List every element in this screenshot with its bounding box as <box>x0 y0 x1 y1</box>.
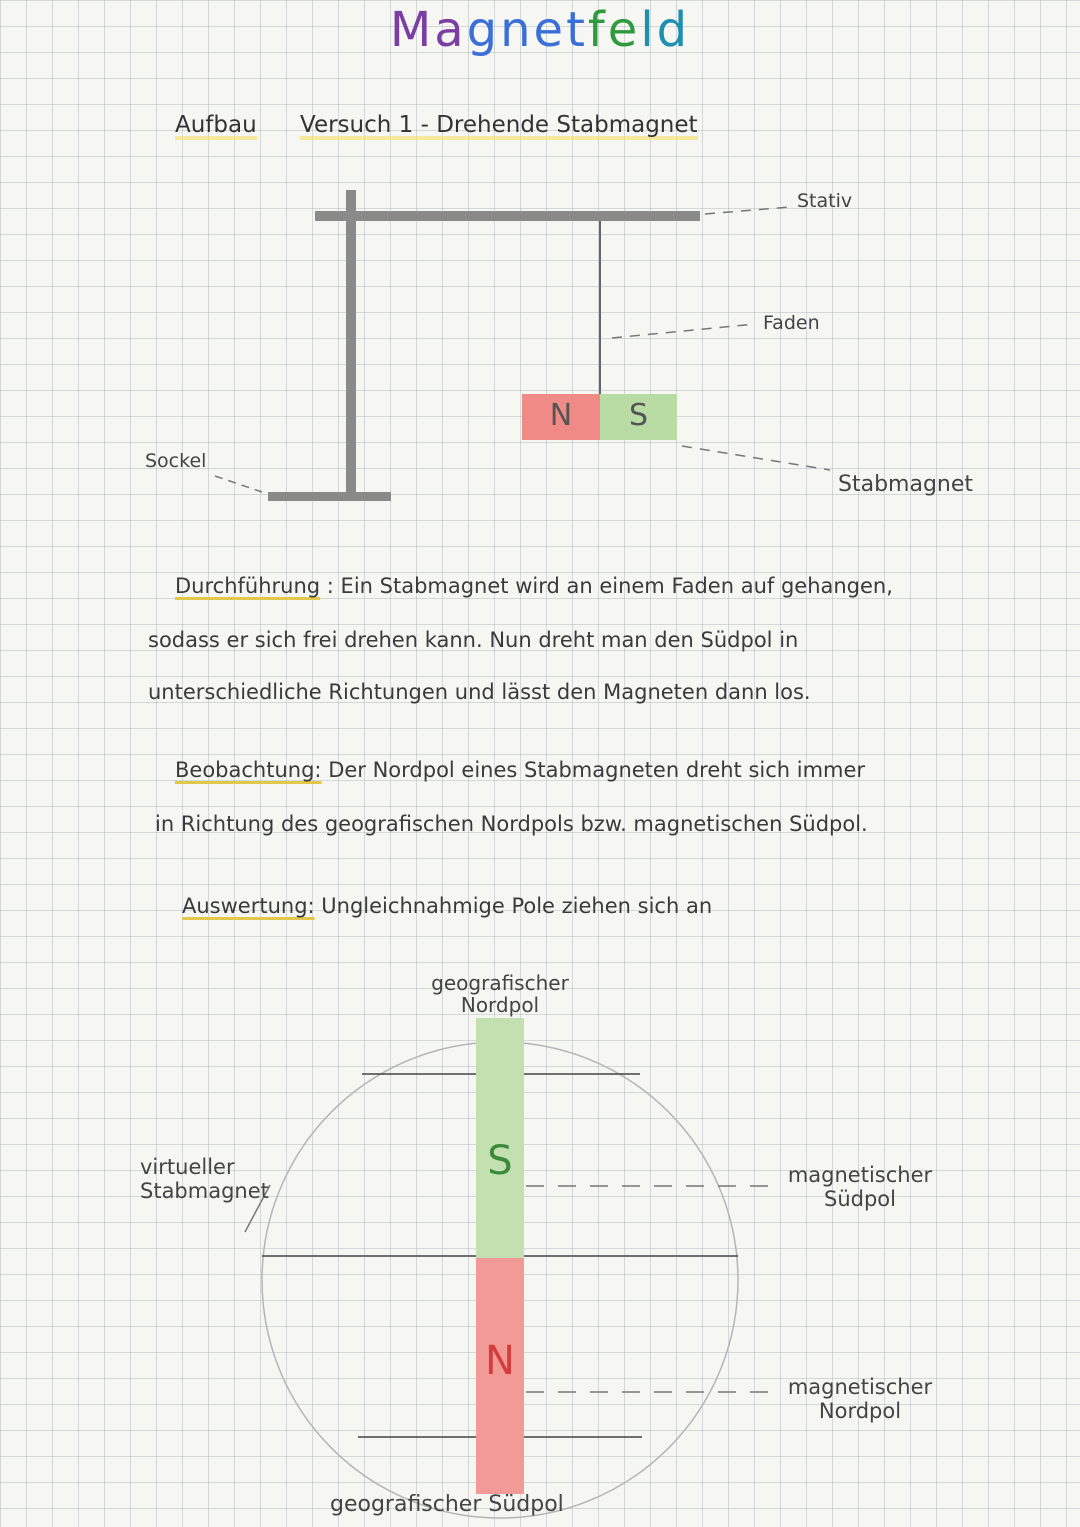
label-bar-magnet: Stabmagnet <box>838 472 974 497</box>
label-mag-south-line-1: magnetischer <box>787 1163 933 1187</box>
label-virtual-magnet-line-2: Stabmagnet <box>140 1179 269 1203</box>
label-virtual-magnet-line-1: virtueller <box>140 1155 235 1179</box>
procedure-line-1: Durchführung : Ein Stabmagnet wird an einem Faden auf gehangen, <box>175 574 893 598</box>
label-mag-south-line-2: Südpol <box>824 1187 896 1211</box>
virtual-pole-north: N <box>485 1338 515 1384</box>
setup-heading: Aufbau <box>175 112 257 138</box>
evaluation-text: Ungleichnahmige Pole ziehen sich an <box>321 894 713 918</box>
virtual-pole-south: S <box>487 1138 513 1184</box>
label-mag-north <box>770 1375 950 1423</box>
evaluation-heading: Auswertung: <box>182 894 315 918</box>
procedure-heading: Durchführung <box>175 574 321 598</box>
label-thread: Faden <box>763 312 820 334</box>
stand-crossbar <box>315 211 700 221</box>
title-part-1: Ma <box>389 2 467 58</box>
title-part-4: ld <box>640 2 691 58</box>
label-mag-north-line-1: magnetischer <box>787 1375 933 1399</box>
label-geo-north-line-2: Nordpol <box>460 993 540 1017</box>
procedure-line-2: sodass er sich frei drehen kann. Nun dreht man den Südpol in <box>148 628 799 652</box>
procedure-text-1: Ein Stabmagnet wird an einem Faden auf gehangen, <box>340 574 893 598</box>
leader-magnet <box>682 446 830 470</box>
title-part-2: gnet <box>466 2 588 58</box>
magnet-pole-north: N <box>549 398 573 433</box>
title-part-3: fe <box>587 2 641 58</box>
page-title <box>0 2 1080 58</box>
magnet-pole-south: S <box>628 398 649 433</box>
stand-diagram <box>215 190 830 501</box>
stand-base <box>268 492 391 501</box>
earth-diagram <box>245 1018 770 1518</box>
leader-thread <box>612 324 755 338</box>
stand-pole <box>346 190 356 495</box>
observation-heading: Beobachtung: <box>175 758 322 782</box>
label-mag-north-line-2: Nordpol <box>818 1399 902 1423</box>
label-geo-south: geografischer Südpol <box>330 1492 564 1517</box>
evaluation-line <box>182 880 712 932</box>
observation-text-1: Der Nordpol eines Stabmagneten dreht sich immer <box>328 758 866 782</box>
label-geo-north <box>400 972 600 1016</box>
label-stand: Stativ <box>797 190 853 212</box>
procedure-line-3: unterschiedliche Richtungen und lässt den Magneten dann los. <box>148 680 811 704</box>
observation-line-1 <box>175 744 865 796</box>
label-base: Sockel <box>145 450 207 472</box>
observation-line-2: in Richtung des geografischen Nordpols bzw. magnetischen Südpol. <box>155 812 868 836</box>
label-virtual-magnet <box>140 1155 269 1203</box>
label-mag-south <box>770 1163 950 1211</box>
leader-base <box>215 476 262 492</box>
leader-stand <box>705 207 790 214</box>
label-geo-north-line-1: geografischer <box>431 971 569 995</box>
experiment-title: Versuch 1 - Drehende Stabmagnet <box>300 112 698 138</box>
